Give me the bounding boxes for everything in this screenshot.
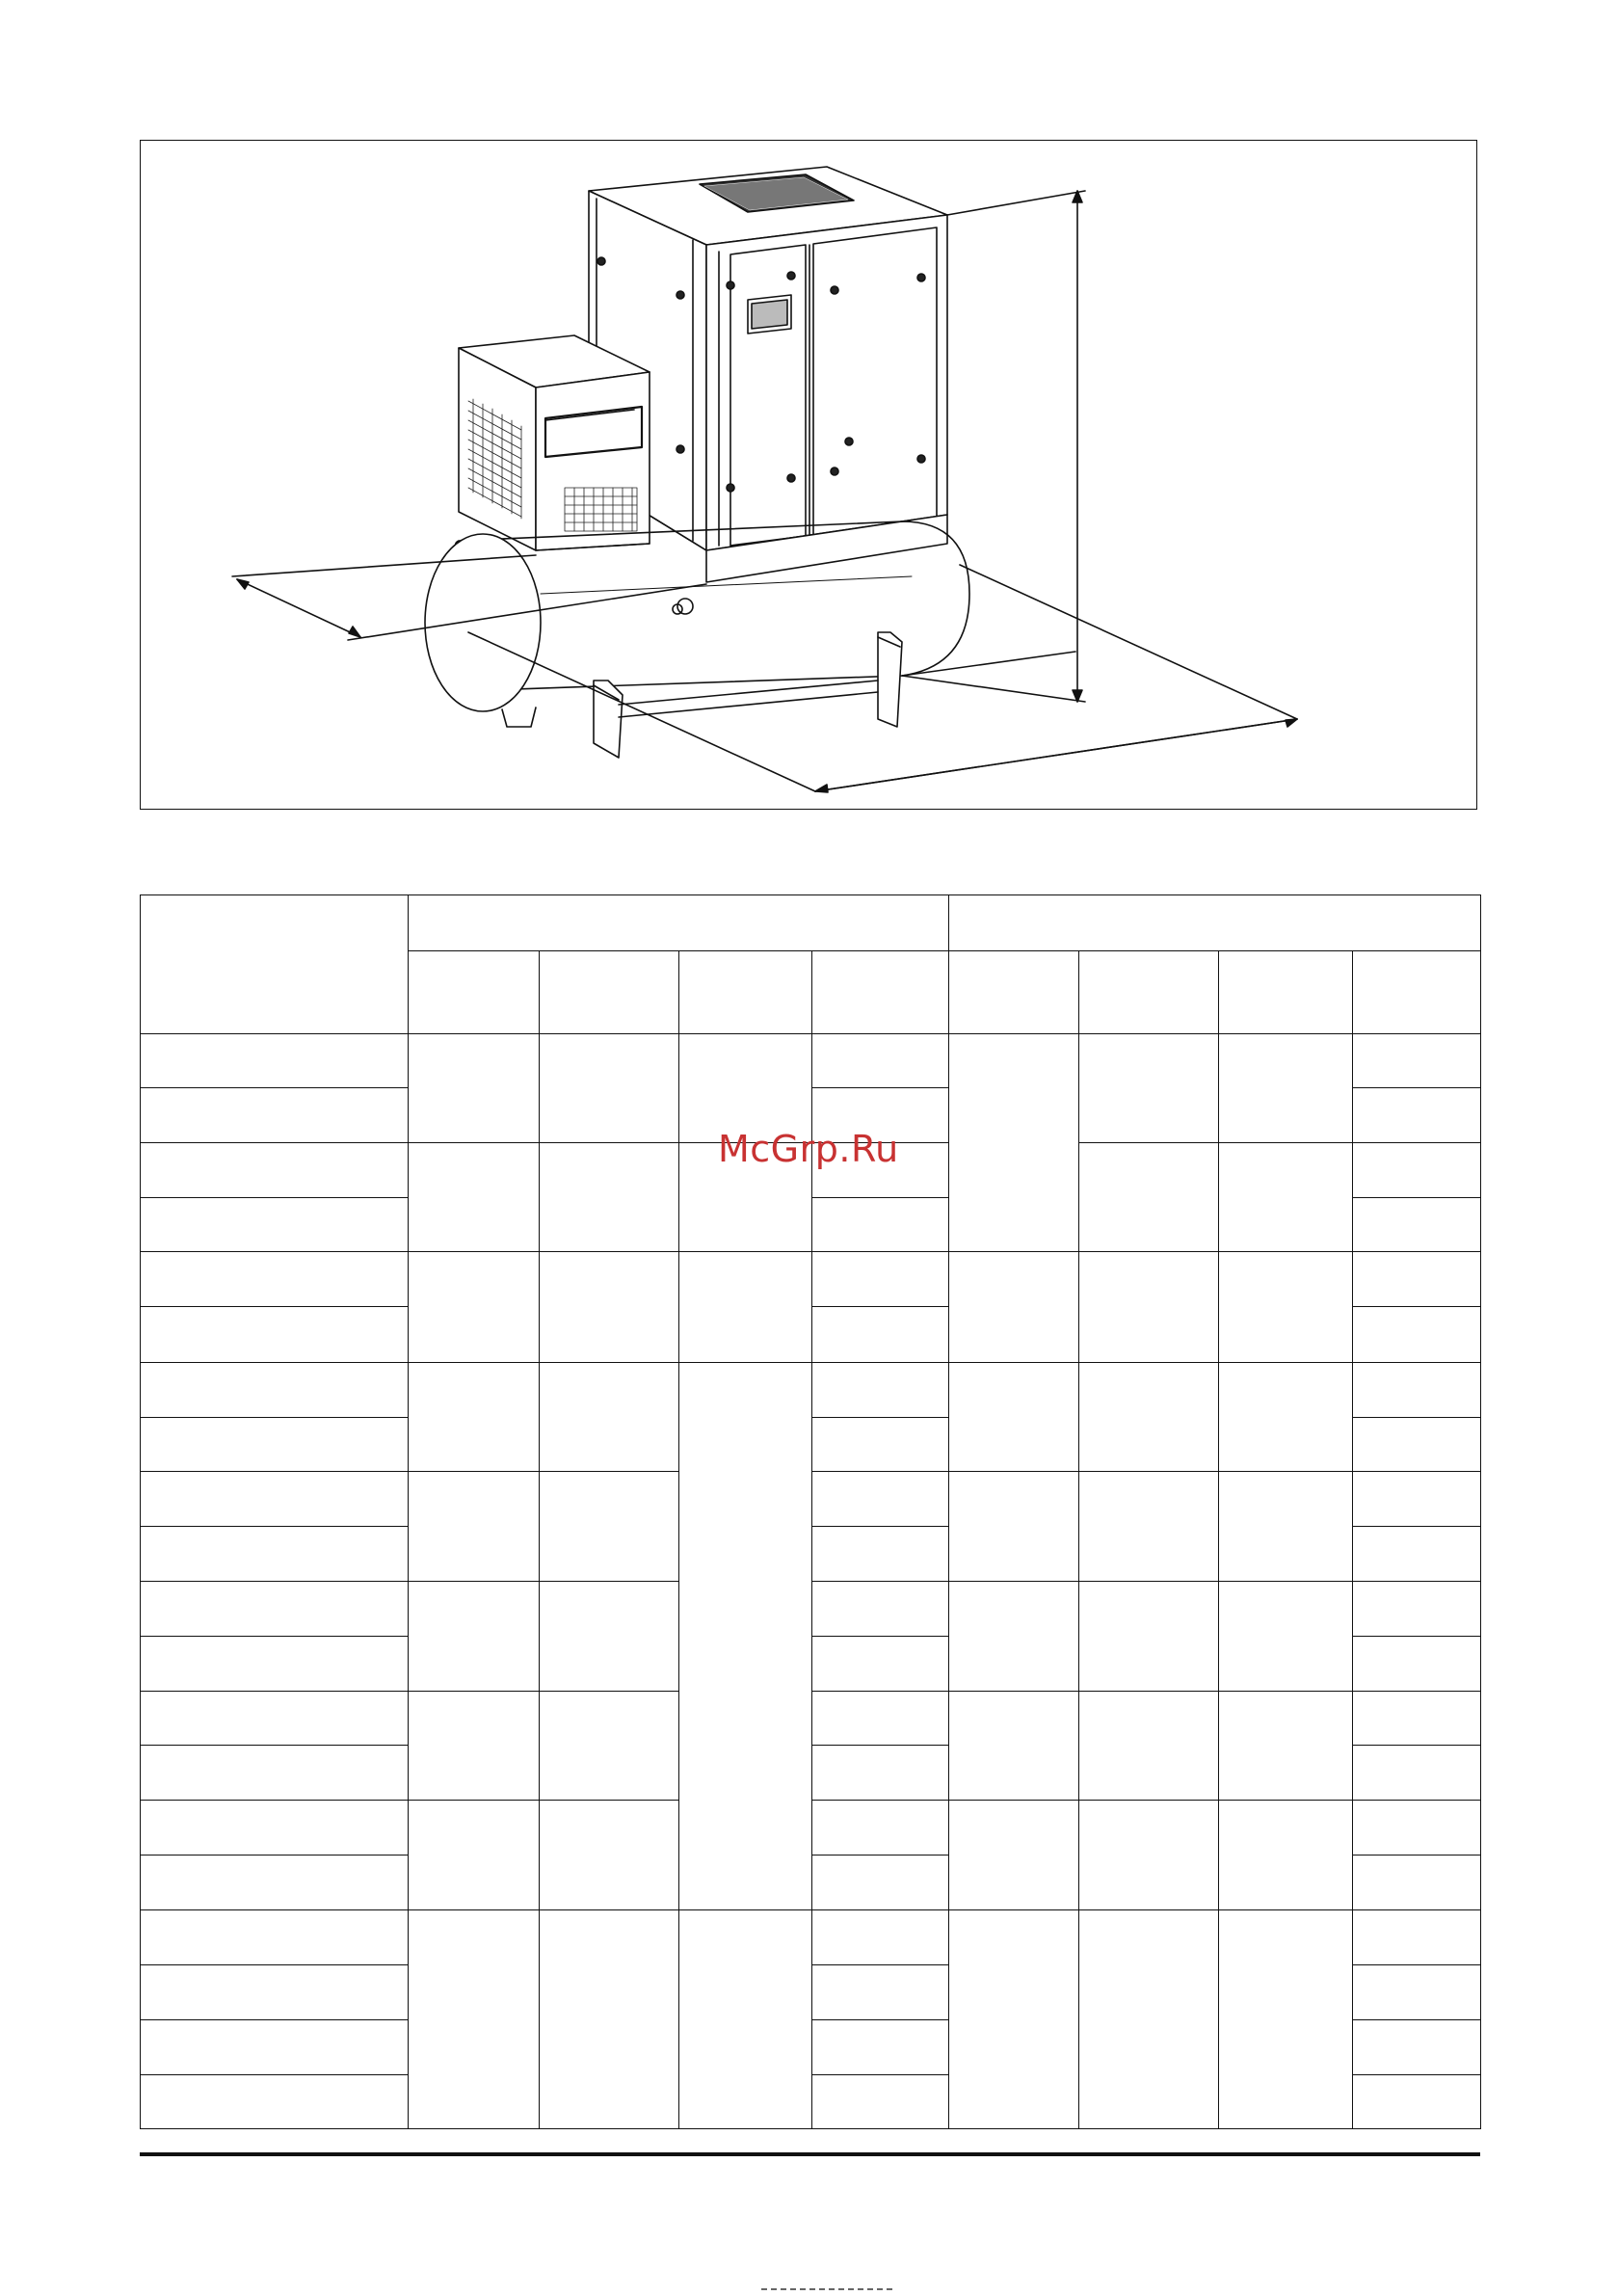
- table-row: [141, 1198, 409, 1252]
- subheader-cell: [540, 951, 679, 1034]
- table-row: [141, 1307, 409, 1363]
- footer-divider: [140, 2152, 1480, 2156]
- model-header-cell: [141, 895, 409, 1034]
- subheader-cell: [1219, 951, 1353, 1034]
- table-row: [141, 2075, 409, 2129]
- figure-frame: [140, 140, 1477, 810]
- table-row: [141, 1472, 409, 1527]
- table-row: [141, 1910, 409, 1965]
- table-row: [141, 1965, 409, 2020]
- scan-artifact: [761, 2288, 896, 2290]
- table-row: [141, 2020, 409, 2075]
- header-group-1: [409, 895, 949, 951]
- table-row: [141, 1637, 409, 1692]
- subheader-cell: [679, 951, 812, 1034]
- table-row: [141, 1252, 409, 1307]
- table-row: [141, 1363, 409, 1418]
- table-row: [141, 1801, 409, 1855]
- table-row: [141, 1418, 409, 1472]
- table-row: [141, 1088, 409, 1143]
- compressor-icon: [141, 141, 1478, 811]
- table-row: [141, 1582, 409, 1637]
- table-row: [141, 1692, 409, 1746]
- subheader-cell: [409, 951, 540, 1034]
- table-row: [141, 1143, 409, 1198]
- watermark: McGrp.Ru: [718, 1128, 899, 1170]
- dimensions-table: [140, 894, 1481, 2129]
- subheader-cell: [812, 951, 949, 1034]
- table-row: [141, 1527, 409, 1582]
- table-row: [141, 1746, 409, 1801]
- subheader-cell: [1353, 951, 1481, 1034]
- subheader-cell: [1079, 951, 1219, 1034]
- table-row: [141, 1034, 409, 1088]
- table-row: [141, 1855, 409, 1910]
- subheader-cell: [949, 951, 1079, 1034]
- header-group-2: [949, 895, 1481, 951]
